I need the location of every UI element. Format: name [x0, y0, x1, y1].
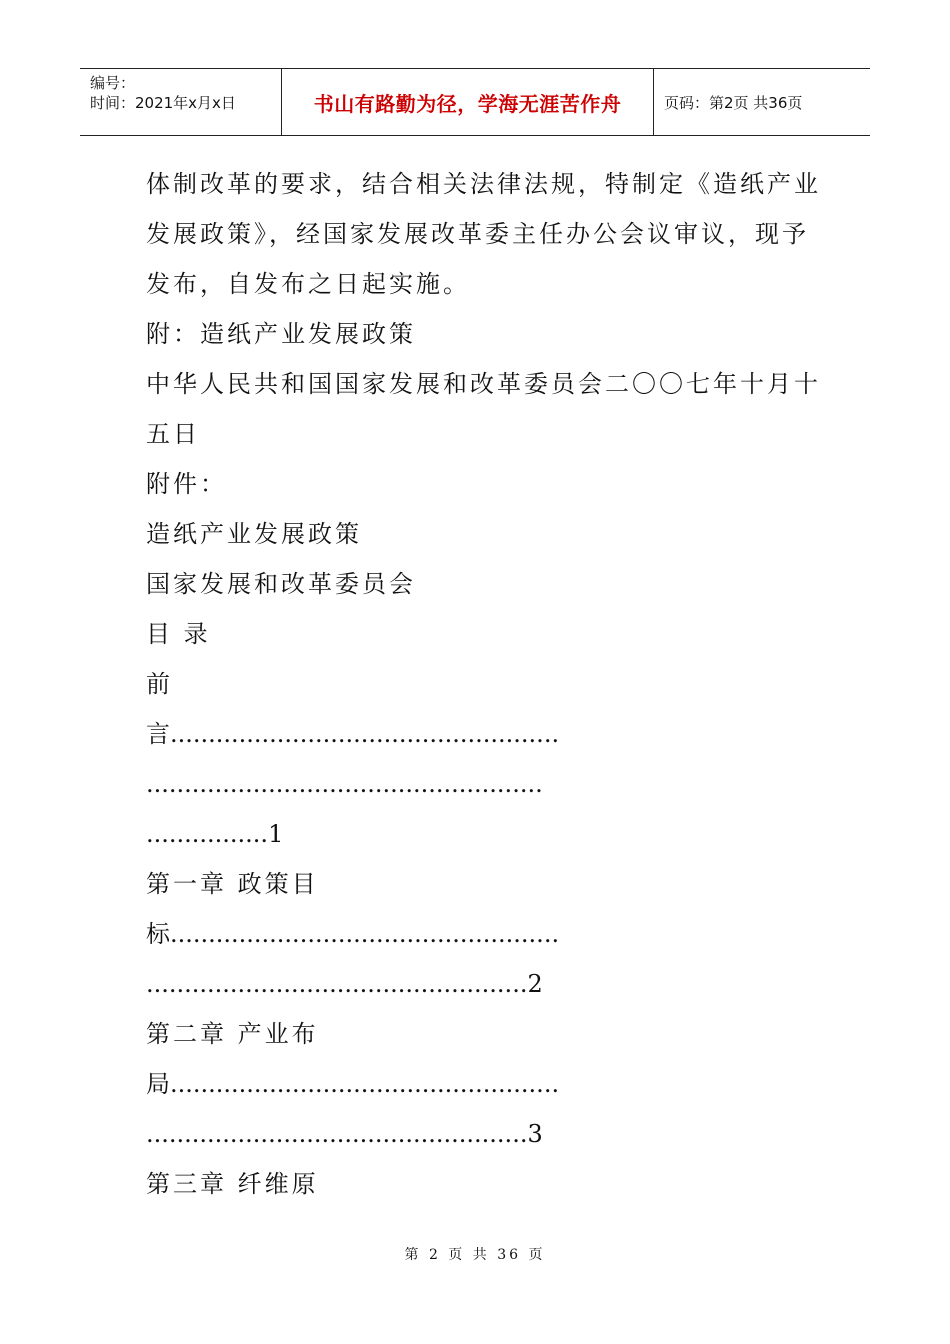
- attachment-label: 附件：: [146, 470, 227, 498]
- header-motto: 书山有路勤为径，学海无涯苦作舟: [282, 69, 654, 135]
- toc-entry: 第一章 政策目: [146, 870, 319, 898]
- page-footer: 第 2 页 共 36 页: [404, 1247, 546, 1263]
- toc-leader: ....................................................: [146, 770, 543, 798]
- toc-heading: 目 录: [146, 620, 211, 648]
- document-title: 造纸产业发展政策: [146, 520, 362, 548]
- toc-entry: 前: [146, 670, 173, 698]
- toc-leader: ..................................................3: [146, 1120, 543, 1148]
- header-meta: [80, 69, 282, 135]
- date-label: 时间：2021年x月x日: [90, 94, 236, 112]
- toc-leader: ................1: [146, 820, 284, 848]
- body-line: 发布，自发布之日起实施。: [146, 270, 470, 298]
- body-line: 体制改革的要求，结合相关法律法规，特制定《造纸产业: [146, 170, 821, 198]
- header-page-number: 页码：第2页 共36页: [664, 93, 803, 112]
- toc-leader: ..................................................2: [146, 970, 543, 998]
- toc-entry: 第二章 产业布: [146, 1020, 319, 1048]
- issuing-agency: 国家发展和改革委员会: [146, 570, 416, 598]
- issuer-date-line: 五日: [146, 420, 200, 448]
- document-body: [146, 159, 821, 1209]
- attachment-note: 附：造纸产业发展政策: [146, 320, 416, 348]
- toc-leader: 言...................................................: [146, 720, 560, 748]
- toc-entry: 第三章 纤维原: [146, 1170, 319, 1198]
- toc-leader: 局...................................................: [146, 1070, 560, 1098]
- body-line: 发展政策》，经国家发展改革委主任办公会议审议，现予: [146, 220, 809, 248]
- toc-leader: 标...................................................: [146, 920, 560, 948]
- serial-number-label: 编号：: [90, 74, 136, 92]
- page-header: [80, 68, 870, 136]
- issuer-date-line: 中华人民共和国国家发展和改革委员会二〇〇七年十月十: [146, 370, 821, 398]
